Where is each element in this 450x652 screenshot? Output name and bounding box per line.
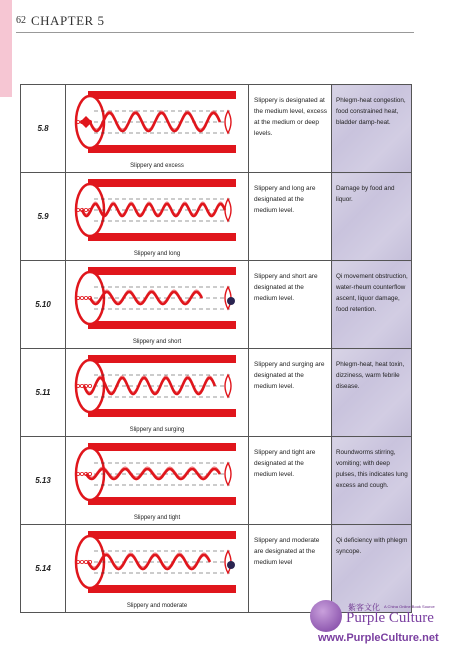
pulse-row xyxy=(21,437,412,525)
watermark-url: www.PurpleCulture.net xyxy=(318,632,439,644)
level-description: Slippery is designated at the medium level, excess at the medium or deep levels. xyxy=(249,85,332,173)
pulse-diagram xyxy=(70,529,245,597)
vessel-end xyxy=(225,111,231,133)
vessel-top-bar xyxy=(88,179,236,187)
pulse-row xyxy=(21,173,412,261)
clinical-indication: Qi deficiency with phlegm syncope. xyxy=(332,525,412,613)
pulse-row xyxy=(21,349,412,437)
figure-number: 5.8 xyxy=(21,85,66,173)
clinical-indication: Damage by food and liquor. xyxy=(332,173,412,261)
chapter-title: CHAPTER 5 xyxy=(31,13,105,28)
figure-caption: Slippery and tight xyxy=(133,515,181,521)
vessel-top-bar xyxy=(88,531,236,539)
figure-number: 5.11 xyxy=(21,349,66,437)
vessel-top-bar xyxy=(88,355,236,363)
level-description: Slippery and moderate are designated at the medium level xyxy=(249,525,332,613)
pulse-table xyxy=(20,84,412,613)
vessel-end xyxy=(225,199,231,221)
vessel-bottom-bar xyxy=(88,233,236,241)
level-description: Slippery and long are designated at the medium level. xyxy=(249,173,332,261)
pulse-row xyxy=(21,261,412,349)
clinical-indication: Roundworms stirring, vomiting; with deep pulses, this indicates lung excess and cough. xyxy=(332,437,412,525)
pulse-diagram-cell xyxy=(66,85,249,173)
vessel-bottom-bar xyxy=(88,585,236,593)
page-header xyxy=(16,12,416,32)
figure-number: 5.10 xyxy=(21,261,66,349)
level-description: Slippery and surging are designated at the medium level. xyxy=(249,349,332,437)
clinical-indication: Phlegm-heat, heat toxin, dizziness, warm febrile disease. xyxy=(332,349,412,437)
figure-number: 5.14 xyxy=(21,525,66,613)
clinical-indication: Qi movement obstruction, water-rheum counterflow ascent, liquor damage, food retention. xyxy=(332,261,412,349)
pulse-diagram-cell xyxy=(66,261,249,349)
pulse-row xyxy=(21,85,412,173)
figure-caption: Slippery and long xyxy=(133,251,181,257)
clinical-indication: Phlegm-heat congestion, food constrained heat, bladder damp-heat. xyxy=(332,85,412,173)
pulse-diagram xyxy=(70,177,245,245)
pulse-diagram xyxy=(70,353,245,421)
vessel-bottom-bar xyxy=(88,145,236,153)
figure-number: 5.13 xyxy=(21,437,66,525)
vessel-end xyxy=(225,375,231,397)
purple-culture-logo-icon xyxy=(310,600,342,632)
end-dot xyxy=(227,297,235,305)
level-description: Slippery and short are designated at the medium level. xyxy=(249,261,332,349)
pulse-diagram xyxy=(70,89,245,157)
pulse-diagram-cell xyxy=(66,173,249,261)
figure-caption: Slippery and excess xyxy=(130,163,184,169)
figure-caption: Slippery and short xyxy=(132,339,182,345)
vessel-top-bar xyxy=(88,91,236,99)
figure-caption: Slippery and surging xyxy=(129,427,185,433)
watermark-tagline: A China Online Book Source xyxy=(384,604,435,609)
header-rule xyxy=(16,32,414,33)
watermark-logo xyxy=(310,600,450,650)
vessel-end xyxy=(225,463,231,485)
watermark-chinese: 紫客文化 xyxy=(348,603,380,612)
figure-number: 5.9 xyxy=(21,173,66,261)
watermark-brand: Purple Culture xyxy=(346,610,434,626)
vessel-top-bar xyxy=(88,267,236,275)
figure-caption: Slippery and moderate xyxy=(126,603,188,609)
pulse-diagram xyxy=(70,441,245,509)
vessel-top-bar xyxy=(88,443,236,451)
pulse-diagram-cell xyxy=(66,525,249,613)
pulse-diagram-cell xyxy=(66,437,249,525)
pulse-diagram xyxy=(70,265,245,333)
end-dot xyxy=(227,561,235,569)
vessel-bottom-bar xyxy=(88,321,236,329)
vessel-bottom-bar xyxy=(88,497,236,505)
page-edge-tab xyxy=(0,0,12,97)
pulse-diagram-cell xyxy=(66,349,249,437)
vessel-bottom-bar xyxy=(88,409,236,417)
page-number: 62 xyxy=(16,15,26,26)
level-description: Slippery and tight are designated at the medium level. xyxy=(249,437,332,525)
